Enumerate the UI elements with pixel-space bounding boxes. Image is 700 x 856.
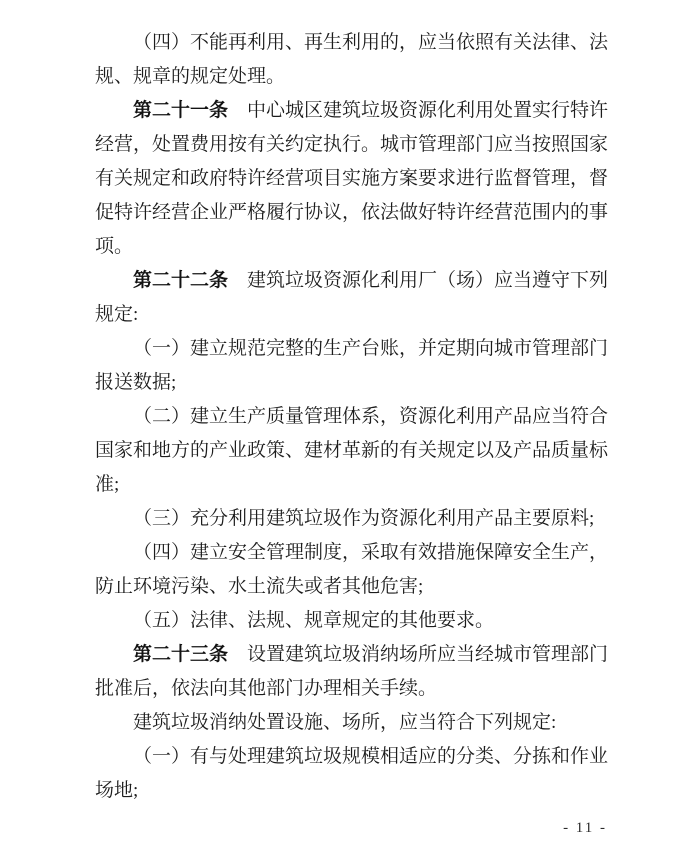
line-text: （五）法律、法规、规章规定的其他要求。 [133,610,495,631]
line-text: 准; [95,474,120,495]
line-text: 促特许经营企业严格履行协议，依法做好特许经营范围内的事 [95,202,609,223]
line-text: 建筑垃圾消纳处置设施、场所，应当符合下列规定: [133,712,557,733]
text-line [95,366,611,400]
text-line [95,26,611,60]
line-text: （二）建立生产质量管理体系，资源化利用产品应当符合 [133,406,609,427]
text-line [95,128,611,162]
text-line [95,434,611,468]
text-line [95,570,611,604]
line-text: 建筑垃圾资源化利用厂（场）应当遵守下列 [247,270,609,291]
line-text: 报送数据; [95,372,177,393]
text-line [95,196,611,230]
line-text: 中心城区建筑垃圾资源化利用处置实行特许 [247,100,609,121]
text-line [95,332,611,366]
text-line [95,230,611,264]
text-line [95,672,611,706]
line-text: 设置建筑垃圾消纳场所应当经城市管理部门 [247,644,609,665]
text-line [95,604,611,638]
text-line [95,706,611,740]
text-line [95,502,611,536]
page-number: - 11 - [563,820,607,836]
article-line [95,94,611,128]
line-text: 批准后，依法向其他部门办理相关手续。 [95,678,438,699]
line-text: 项。 [95,236,134,257]
article-number: 第二十一条 [133,100,229,121]
line-text: （一）有与处理建筑垃圾规模相适应的分类、分拣和作业 [133,746,609,767]
article-number: 第二十三条 [133,644,229,665]
text-line [95,60,611,94]
text-line [95,740,611,774]
document-text-block [95,26,611,808]
line-text: 防止环境污染、水土流失或者其他危害; [95,576,424,597]
line-text: 有关规定和政府特许经营项目实施方案要求进行监督管理，督 [95,168,609,189]
article-line [95,264,611,298]
line-text: 规、规章的规定处理。 [95,66,286,87]
article-line [95,638,611,672]
text-line [95,774,611,808]
text-line [95,298,611,332]
line-text: 国家和地方的产业政策、建材革新的有关规定以及产品质量标 [95,440,609,461]
line-text: 场地; [95,780,139,801]
line-text: （四）建立安全管理制度，采取有效措施保障安全生产， [133,542,609,563]
text-line [95,468,611,502]
line-text: 规定: [95,304,139,325]
text-line [95,536,611,570]
line-text: （一）建立规范完整的生产台账，并定期向城市管理部门 [133,338,609,359]
line-text: （四）不能再利用、再生利用的，应当依照有关法律、法 [133,32,609,53]
article-number: 第二十二条 [133,270,229,291]
text-line [95,162,611,196]
line-text: 经营，处置费用按有关约定执行。城市管理部门应当按照国家 [95,134,609,155]
text-line [95,400,611,434]
line-text: （三）充分利用建筑垃圾作为资源化利用产品主要原料; [133,508,595,529]
